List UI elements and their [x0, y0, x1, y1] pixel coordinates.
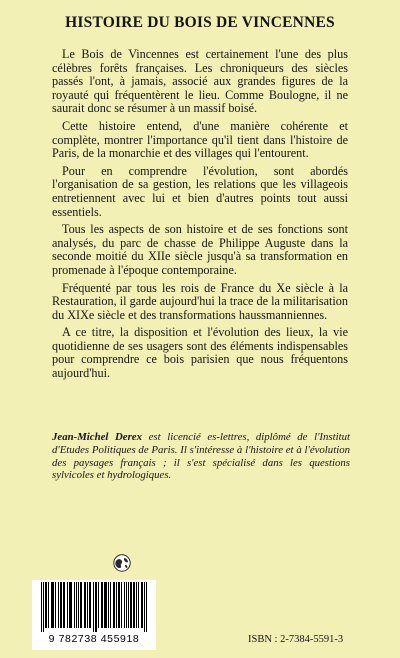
barcode-bar: [106, 582, 107, 628]
barcode-bar: [71, 582, 72, 628]
barcode-bar: [144, 582, 145, 632]
barcode-bar: [58, 582, 59, 628]
barcode-bar: [138, 582, 139, 628]
barcode-bar: [136, 582, 137, 628]
barcode-bar: [124, 582, 125, 628]
barcode-bar: [141, 582, 142, 628]
barcode-bar: [53, 582, 54, 628]
barcode-bar: [130, 582, 131, 628]
barcode-bar: [121, 582, 122, 628]
barcode-bar: [70, 582, 71, 628]
summary-paragraph: Tous les aspects de son histoire et de ses fonctions sont analysés, du parc de chasse de Philippe Auguste dans la seconde moitié du XIIe siècle jusqu'à sa transformation en promenade à l'époque contemporaine.: [52, 222, 348, 277]
barcode-bar: [128, 582, 129, 628]
barcode-bar: [142, 582, 143, 628]
summary-paragraph: Fréquenté par tous les rois de France du Xe siècle à la Restauration, il garde aujourd'hui la trace de la militarisation du XIXe siècle et des transformations haussmanniennes.: [52, 280, 348, 322]
barcode-bar: [45, 582, 46, 628]
barcode-bar: [119, 582, 120, 628]
barcode-bar: [89, 582, 90, 628]
barcode-bar: [131, 582, 132, 628]
barcode-bar: [108, 582, 109, 628]
barcode-bar: [67, 582, 68, 628]
barcode-bar: [46, 582, 47, 628]
barcode-bar: [95, 582, 96, 632]
barcode-bar: [85, 582, 86, 628]
barcode-bar: [96, 582, 97, 632]
barcode-bar: [63, 582, 64, 628]
barcode-bars: [40, 582, 148, 632]
barcode-bar: [84, 582, 85, 628]
barcode-bar: [101, 582, 102, 628]
barcode-bar: [110, 582, 111, 628]
summary-paragraph: Cette histoire entend, d'une manière cohérente et complète, montrer l'importance qu'il tient dans l'histoire de Paris, de la monarchie et des villages qui l'entourent.: [52, 118, 348, 161]
barcode-bar: [78, 582, 79, 628]
barcode-bar: [69, 582, 70, 628]
barcode-bar: [118, 582, 119, 628]
barcode-bar: [55, 582, 56, 628]
summary-paragraph: Pour en comprendre l'évolution, sont abordés l'organisation de sa gestion, les relations que les villageois entretiennent avec lui et bien d'autres points tout aussi essentiels.: [52, 163, 348, 219]
back-cover-summary: [52, 48, 348, 385]
barcode-bar: [51, 582, 52, 628]
summary-paragraph: A ce titre, la disposition et l'évolution des lieux, la vie quotidienne de ses usagers sont des éléments indispensables pour comprendre ce bois parisien que nous fréquentons aujourd'hui.: [52, 325, 348, 381]
barcode-bar: [105, 582, 106, 628]
globe-icon: [113, 554, 131, 572]
barcode-bar: [43, 582, 44, 632]
barcode-bar: [98, 582, 99, 628]
barcode-bar: [113, 582, 114, 628]
barcode-bar: [93, 582, 94, 632]
barcode-bar: [76, 582, 77, 628]
barcode-bar: [87, 582, 88, 628]
barcode-bar: [52, 582, 53, 628]
barcode-bar: [146, 582, 147, 632]
barcode: [32, 580, 156, 650]
barcode-bar: [134, 582, 135, 628]
barcode-bar: [104, 582, 105, 628]
barcode-bar: [102, 582, 103, 628]
isbn: ISBN : 2-7384-5591-3: [248, 634, 344, 645]
barcode-bar: [64, 582, 65, 628]
barcode-bar: [48, 582, 49, 628]
author-bio-text: est licencié es-lettres, diplômé de l'Institut d'Etudes Politiques de Paris. Il s'intéresse à l'histoire et à l'évolution des paysages français ; il s'est spécialisé dans les questions sylvicoles et hydrologiques.: [52, 431, 350, 482]
barcode-digits: 9 782738 455918: [48, 633, 140, 645]
barcode-bar: [60, 582, 61, 628]
barcode-bar: [116, 582, 117, 628]
book-title: HISTOIRE DU BOIS DE VINCENNES: [65, 14, 335, 31]
barcode-bar: [133, 582, 134, 628]
barcode-bar: [80, 582, 81, 628]
author-bio: [52, 431, 350, 482]
author-name: Jean-Michel Derex: [52, 431, 142, 443]
barcode-bar: [114, 582, 115, 628]
barcode-bar: [41, 582, 42, 632]
summary-paragraph: Le Bois de Vincennes est certainement l'une des plus célèbres forêts françaises. Les chroniqueurs des siècles passés l'ont, à jamais, associé aux grandes figures de la royauté qui fréquentèrent le lieu. Comme Boulogne, il ne saurait donc se résumer à un massif boisé.: [52, 47, 348, 116]
barcode-bar: [90, 582, 91, 628]
barcode-bar: [61, 582, 62, 628]
barcode-bar: [126, 582, 127, 628]
barcode-bar: [81, 582, 82, 628]
barcode-bar: [74, 582, 75, 628]
